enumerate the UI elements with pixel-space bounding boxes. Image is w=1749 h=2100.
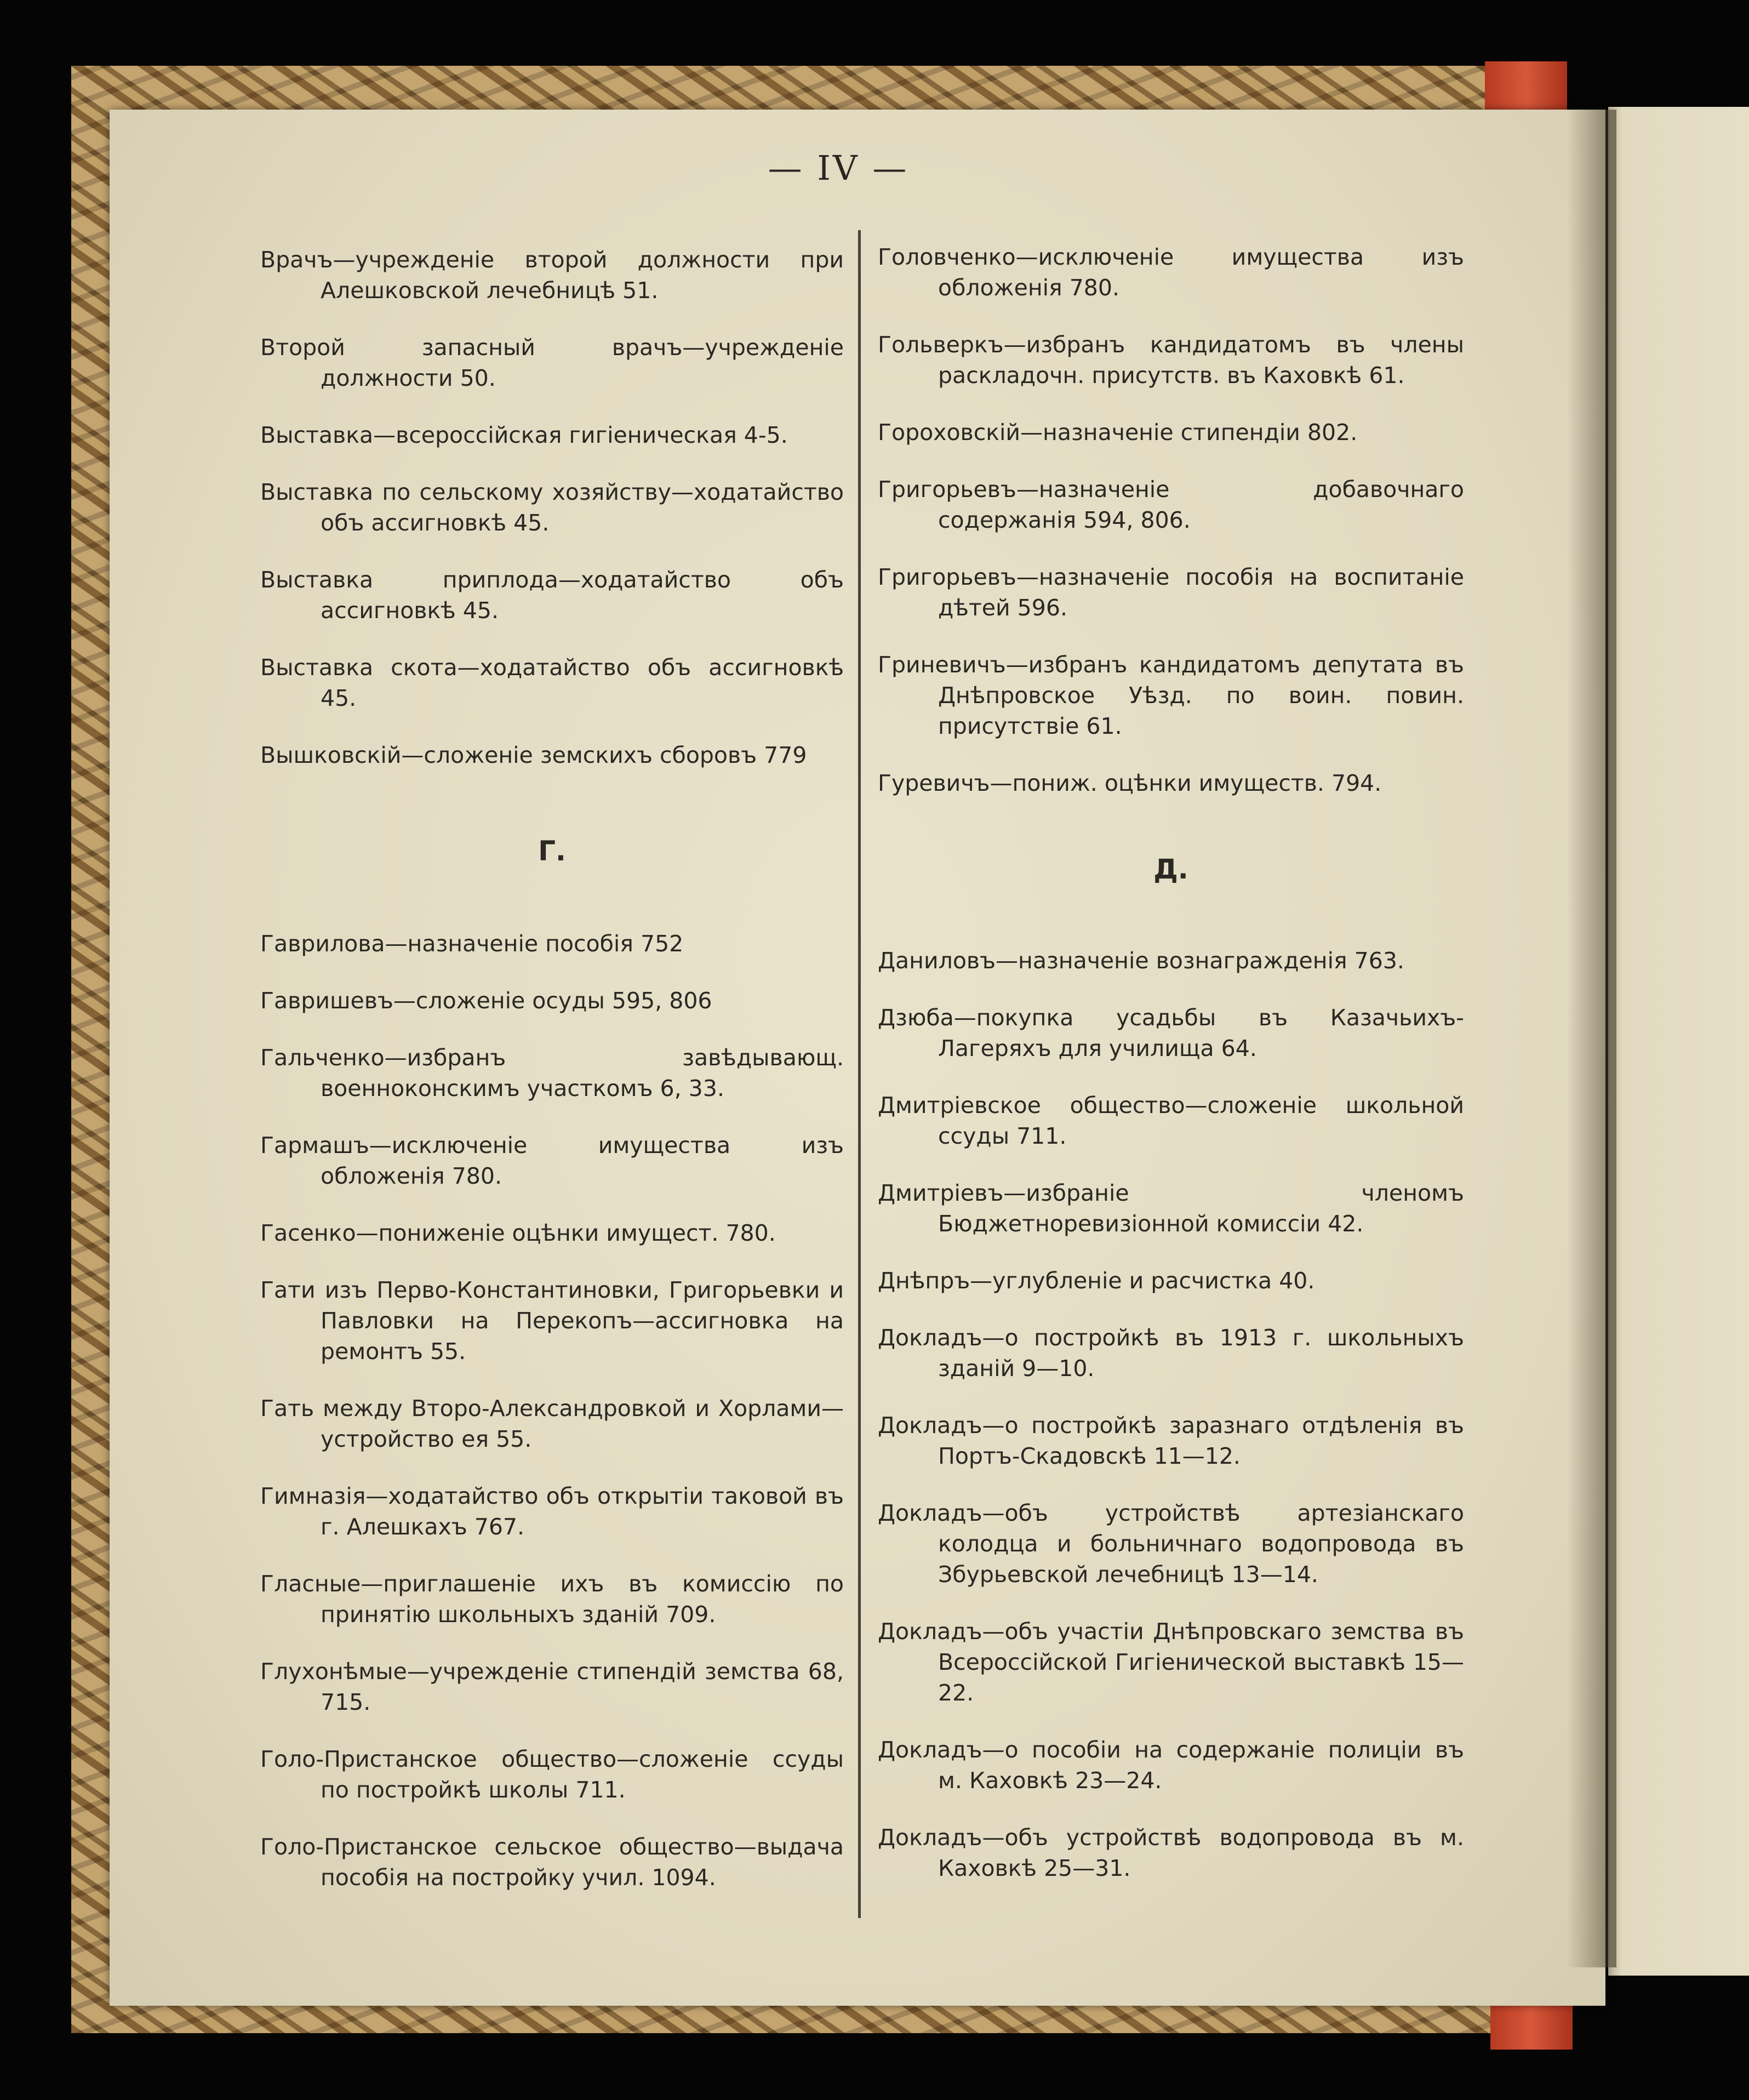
index-entry: Докладъ—объ участіи Днѣпровскаго земства въ Всероссійской Гигіенической выставкѣ 15—22. — [878, 1618, 1464, 1706]
index-entry: Глухонѣмые—учрежденіе стипендій земства 68, 715. — [260, 1658, 844, 1715]
index-entry: Гармашъ—исключеніе имущества изъ обложенія 780. — [260, 1132, 844, 1189]
index-entry: Гати изъ Перво-Константиновки, Григорьевки и Павловки на Перекопъ—ассигновка на ремонтъ 55. — [260, 1277, 844, 1365]
index-entry: Вышковскій—сложеніе земскихъ сборовъ 779 — [260, 742, 807, 768]
index-entry: Выставка—всероссійская гигіеническая 4-5. — [260, 422, 788, 448]
index-column-right — [878, 219, 1464, 1910]
index-entry: Гать между Второ-Александровкой и Хорлами—устройство ея 55. — [260, 1395, 844, 1452]
index-entry: Гаврилова—назначеніе пособія 752 — [260, 931, 684, 957]
index-entry: Голо-Пристанское сельское общество—выдача пособія на постройку учил. 1094. — [260, 1834, 844, 1891]
index-entry: Второй запасный врачъ—учрежденіе должности 50. — [260, 334, 844, 391]
index-entry: Докладъ—объ устройствѣ артезіанскаго колодца и больничнаго водопровода въ Збурьевской лечебницѣ 13—14. — [878, 1500, 1464, 1588]
index-entry: Гимназія—ходатайство объ открытіи таковой въ г. Алешкахъ 767. — [260, 1483, 844, 1540]
index-group-g-continued — [878, 242, 1464, 798]
index-entry: Выставка приплода—ходатайство объ ассигновкѣ 45. — [260, 567, 844, 624]
index-group-v — [260, 244, 844, 771]
index-entry: Днѣпръ—углубленіе и расчистка 40. — [878, 1268, 1315, 1294]
index-entry: Григорьевъ—назначеніе пособія на воспитаніе дѣтей 596. — [878, 564, 1464, 621]
index-entry: Гриневичъ—избранъ кандидатомъ депутата въ Днѣпровское Уѣзд. по воин. повин. присутствіе 61. — [878, 652, 1464, 739]
index-entry: Дмитріевское общество—сложеніе школьной ссуды 711. — [878, 1092, 1464, 1149]
column-divider — [858, 230, 861, 1918]
index-entry: Гальченко—избранъ завѣдывающ. военноконскимъ участкомъ 6, 33. — [260, 1045, 844, 1102]
index-entry: Дмитріевъ—избраніе членомъ Бюджетноревизіонной комиссіи 42. — [878, 1180, 1464, 1237]
page-number: — IV — — [768, 148, 909, 188]
index-entry: Даниловъ—назначеніе вознагражденія 763. — [878, 948, 1404, 974]
index-entry: Докладъ—объ устройствѣ водопровода въ м. Каховкѣ 25—31. — [878, 1824, 1464, 1881]
gutter-shadow — [1567, 110, 1616, 1967]
index-entry: Выставка скота—ходатайство объ ассигновкѣ 45. — [260, 654, 844, 711]
index-group-d — [878, 945, 1464, 1884]
index-entry: Дзюба—покупка усадьбы въ Казачьихъ-Лагеряхъ для училища 64. — [878, 1005, 1464, 1062]
index-entry: Докладъ—о пособіи на содержаніе полиціи въ м. Каховкѣ 23—24. — [878, 1737, 1464, 1794]
index-entry: Гласные—приглашеніе ихъ въ комиссію по принятію школьныхъ зданій 709. — [260, 1571, 844, 1628]
index-entry: Выставка по сельскому хозяйству—ходатайство объ ассигновкѣ 45. — [260, 479, 844, 536]
index-entry: Врачъ—учрежденіе второй должности при Алешковской лечебницѣ 51. — [260, 247, 844, 304]
index-entry: Гольверкъ—избранъ кандидатомъ въ члены раскладочн. присутств. въ Каховкѣ 61. — [878, 332, 1464, 389]
index-entry: Голо-Пристанское общество—сложеніе ссуды по постройкѣ школы 711. — [260, 1746, 844, 1803]
index-column-left — [260, 222, 844, 1919]
letter-heading-d: Д. — [1153, 853, 1188, 885]
index-entry: Докладъ—о постройкѣ заразнаго отдѣленія въ Портъ-Скадовскѣ 11—12. — [878, 1412, 1464, 1469]
index-entry: Докладъ—о постройкѣ въ 1913 г. школьныхъ зданій 9—10. — [878, 1325, 1464, 1382]
index-entry: Григорьевъ—назначеніе добавочнаго содержанія 594, 806. — [878, 476, 1464, 533]
index-entry: Гуревичъ—пониж. оцѣнки имуществ. 794. — [878, 770, 1382, 796]
index-group-g — [260, 928, 844, 1893]
facing-page-edge — [1608, 107, 1749, 1976]
index-entry: Гавришевъ—сложеніе осуды 595, 806 — [260, 988, 712, 1014]
letter-heading-g: Г. — [538, 835, 566, 867]
index-entry: Гороховскій—назначеніе стипендіи 802. — [878, 419, 1358, 446]
index-entry: Гасенко—пониженіе оцѣнки имущест. 780. — [260, 1220, 776, 1246]
index-entry: Головченко—исключеніе имущества изъ обложенія 780. — [878, 244, 1464, 301]
